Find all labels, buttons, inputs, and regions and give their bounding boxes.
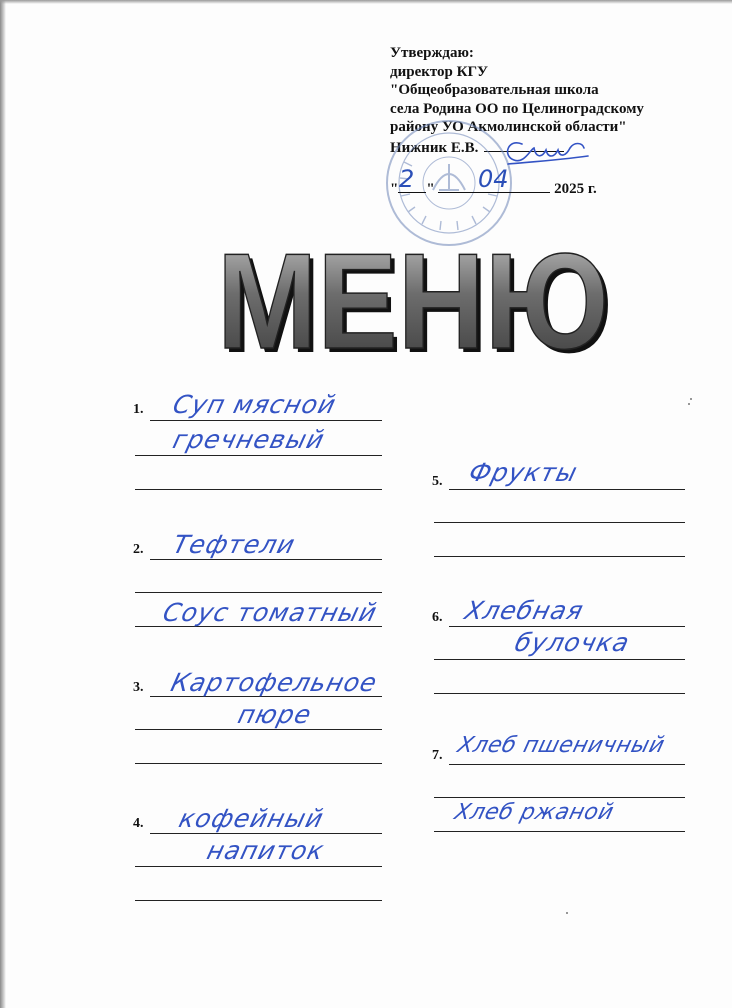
menu-item-4-line-1 [150,833,382,834]
menu-item-6-text-1: Хлебная [462,596,587,625]
menu-item-3-line-2 [135,729,382,730]
menu-item-3-number: 3. [133,680,144,695]
menu-item-2-line-2 [135,592,382,593]
menu-item-2-text-3: Соус томатный [160,598,381,627]
menu-item-6-line-1 [449,626,685,627]
menu-item-4-line-3 [135,900,382,901]
menu-item-7-number: 7. [432,748,443,763]
menu-item-7-line-3 [434,831,685,832]
menu-item-7-line-1 [449,764,685,765]
svg-text:МЕНЮ: МЕНЮ [221,244,613,364]
menu-item-1-text-1: Суп мясной [170,390,340,419]
date-year: 2025 г. [554,181,597,197]
approval-line-2: "Общеобразовательная школа [390,82,599,98]
menu-title [208,244,618,364]
menu-item-5-line-3 [434,556,685,557]
scan-edge-top [0,0,732,4]
approval-line-4: району УО Акмолинской области" [390,119,627,135]
menu-item-3-text-1: Картофельное [168,668,381,697]
signature-icon [500,134,590,168]
menu-item-1-line-1 [150,420,382,421]
menu-item-4-text-2: напиток [204,836,328,865]
menu-item-6-number: 6. [432,610,443,625]
menu-item-5-line-1 [449,489,685,490]
menu-item-7-text-2: Хлеб ржаной [452,800,617,825]
approval-heading: Утверждаю: [390,45,474,61]
approval-signer: Нижник Е.В. [390,139,479,156]
menu-item-6-text-2: булочка [512,628,633,657]
menu-item-6-line-2 [434,659,685,660]
menu-item-7-line-2 [434,797,685,798]
date-month-handwritten: 04 [478,165,509,193]
menu-item-6-line-3 [434,693,685,694]
approval-line-1: директор КГУ [390,63,489,80]
menu-item-1-line-3 [135,489,382,490]
menu-item-4-number: 4. [133,816,144,831]
scan-speck [690,398,692,400]
scan-edge-left [0,0,6,1008]
scan-speck [566,912,568,914]
menu-item-5-number: 5. [432,474,443,489]
menu-item-1-line-2 [135,455,382,456]
menu-item-3-line-3 [135,763,382,764]
date-open-quote: " [390,181,399,197]
date-close-quote: " [426,181,435,197]
approval-line-3: села Родина ОО по Целиноградскому [390,100,644,117]
menu-item-7-text-1: Хлеб пшеничный [455,733,668,758]
menu-item-4-text-1: кофейный [176,804,327,833]
menu-title-text: МЕНЮ [217,244,609,364]
menu-item-1-number: 1. [133,402,144,417]
menu-item-5-text-1: Фрукты [466,458,581,487]
scan-speck [688,403,690,405]
menu-item-4-line-2 [135,866,382,867]
menu-item-3-text-2: пюре [235,700,315,729]
date-day-handwritten: 2 [399,165,415,193]
menu-item-5-line-2 [434,522,685,523]
menu-item-2-line-1 [150,559,382,560]
menu-item-2-text-1: Тефтели [170,530,299,559]
menu-item-2-number: 2. [133,542,144,557]
menu-item-1-text-2: гречневый [170,425,328,454]
